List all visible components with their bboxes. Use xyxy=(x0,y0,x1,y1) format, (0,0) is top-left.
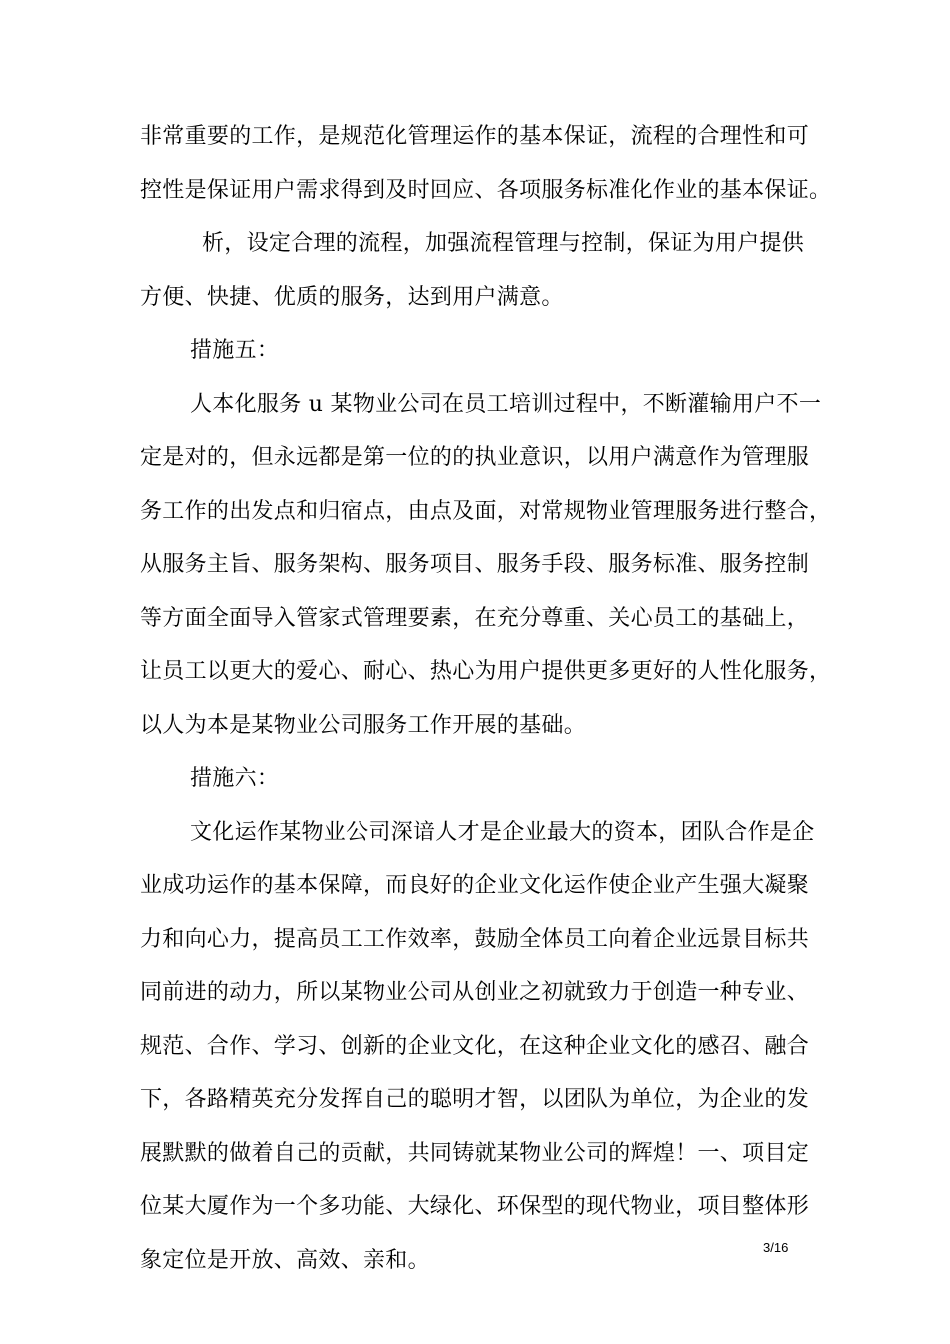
text-line: 定是对的，但永远都是第一位的的执业意识，以用户满意作为管理服 xyxy=(140,445,810,470)
text-line: 从服务主旨、服务架构、服务项目、服务手段、服务标准、服务控制 xyxy=(140,552,810,577)
text-line: 位某大厦作为一个多功能、大绿化、环保型的现代物业，项目整体形 xyxy=(140,1194,810,1219)
text-line: 力和向心力，提高员工工作效率，鼓励全体员工向着企业远景目标共 xyxy=(140,926,810,952)
text-line: 规范、合作、学习、创新的企业文化，在这种企业文化的感召、融合 xyxy=(140,1033,810,1059)
section-heading: 措施六： xyxy=(190,766,280,791)
text-line: 展默默的做着自己的贡献，共同铸就某物业公司的辉煌！一、项目定 xyxy=(140,1140,810,1166)
section-heading: 措施五： xyxy=(190,338,280,363)
text-line: 以人为本是某物业公司服务工作开展的基础。 xyxy=(140,712,587,738)
text-line: 非常重要的工作，是规范化管理运作的基本保证，流程的合理性和可 xyxy=(140,124,810,149)
text-line: 务工作的出发点和归宿点，由点及面，对常规物业管理服务进行整合， xyxy=(140,498,832,524)
text-line: 让员工以更大的爱心、耐心、热心为用户提供更多更好的人性化服务， xyxy=(140,659,832,684)
text-line: 方便、快捷、优质的服务，达到用户满意。 xyxy=(140,284,564,310)
text-line: 下，各路精英充分发挥自己的聪明才智，以团队为单位，为企业的发 xyxy=(140,1087,810,1112)
text-line: 等方面全面导入管家式管理要素，在充分尊重、关心员工的基础上， xyxy=(140,605,810,631)
document-body xyxy=(140,110,832,1287)
text-line: 同前进的动力，所以某物业公司从创业之初就致力于创造一种专业、 xyxy=(140,980,810,1005)
text-line: 析，设定合理的流程，加强流程管理与控制，保证为用户提供 xyxy=(202,231,805,256)
text-line: 控性是保证用户需求得到及时回应、各项服务标准化作业的基本保证。 xyxy=(140,177,832,203)
text-line: 业成功运作的基本保障，而良好的企业文化运作使企业产生强大凝聚 xyxy=(140,873,810,898)
text-line: 文化运作某物业公司深谙人才是企业最大的资本，团队合作是企 xyxy=(190,819,815,845)
text-line: 象定位是开放、高效、亲和。 xyxy=(140,1247,430,1273)
page-number: 3/16 xyxy=(763,1240,789,1255)
text-line: 人本化服务 u 某物业公司在员工培训过程中，不断灌输用户不一 xyxy=(190,391,822,417)
